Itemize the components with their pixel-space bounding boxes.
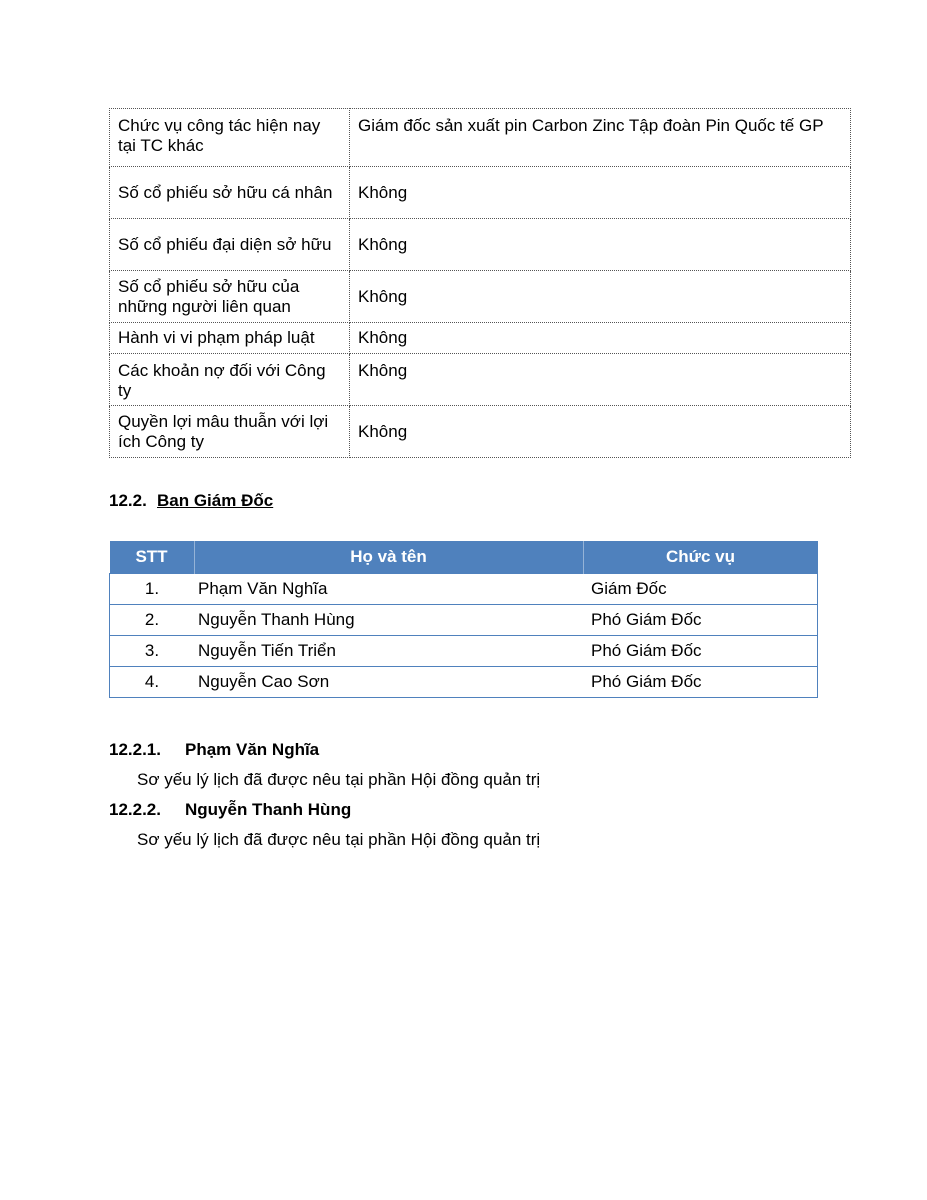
header-position: Chức vụ bbox=[583, 541, 818, 574]
info-row bbox=[110, 406, 851, 458]
row-stt: 2. bbox=[110, 605, 195, 636]
info-value: Không bbox=[350, 271, 851, 323]
info-row bbox=[110, 219, 851, 271]
table-row bbox=[110, 574, 818, 605]
info-row bbox=[110, 167, 851, 219]
info-value: Không bbox=[350, 354, 851, 406]
info-value: Không bbox=[350, 167, 851, 219]
directors-table-header bbox=[110, 541, 818, 574]
row-stt: 3. bbox=[110, 636, 195, 667]
row-position: Phó Giám Đốc bbox=[583, 605, 818, 636]
row-name: Nguyễn Tiến Triển bbox=[194, 636, 583, 667]
section-number: 12.2.1. bbox=[109, 740, 161, 759]
section-title: Ban Giám Đốc bbox=[157, 491, 274, 510]
row-name: Nguyễn Cao Sơn bbox=[194, 667, 583, 698]
row-position: Giám Đốc bbox=[583, 574, 818, 605]
info-label: Hành vi vi phạm pháp luật bbox=[110, 323, 350, 354]
info-label: Các khoản nợ đối với Công ty bbox=[110, 354, 350, 406]
info-row bbox=[110, 323, 851, 354]
section-heading-12-2-2 bbox=[109, 800, 351, 820]
section-number: 12.2. bbox=[109, 491, 147, 510]
row-name: Phạm Văn Nghĩa bbox=[194, 574, 583, 605]
table-row bbox=[110, 605, 818, 636]
info-label: Số cổ phiếu sở hữu của những người liên quan bbox=[110, 271, 350, 323]
table-row bbox=[110, 667, 818, 698]
info-label: Số cổ phiếu đại diện sở hữu bbox=[110, 219, 350, 271]
directors-table bbox=[109, 541, 818, 698]
header-name: Họ và tên bbox=[194, 541, 583, 574]
info-table bbox=[109, 108, 851, 458]
info-label: Số cổ phiếu sở hữu cá nhân bbox=[110, 167, 350, 219]
row-position: Phó Giám Đốc bbox=[583, 667, 818, 698]
info-row bbox=[110, 271, 851, 323]
section-text: Sơ yếu lý lịch đã được nêu tại phần Hội đồng quản trị bbox=[137, 830, 541, 849]
info-label: Chức vụ công tác hiện nay tại TC khác bbox=[110, 109, 350, 167]
info-value: Không bbox=[350, 323, 851, 354]
info-label: Quyền lợi mâu thuẫn với lợi ích Công ty bbox=[110, 406, 350, 458]
section-title: Phạm Văn Nghĩa bbox=[185, 740, 320, 759]
row-position: Phó Giám Đốc bbox=[583, 636, 818, 667]
row-stt: 4. bbox=[110, 667, 195, 698]
info-value: Giám đốc sản xuất pin Carbon Zinc Tập đoàn Pin Quốc tế GP bbox=[350, 109, 851, 167]
section-number: 12.2.2. bbox=[109, 800, 161, 819]
section-text: Sơ yếu lý lịch đã được nêu tại phần Hội đồng quản trị bbox=[137, 770, 541, 789]
info-value: Không bbox=[350, 406, 851, 458]
info-row bbox=[110, 109, 851, 167]
section-title: Nguyễn Thanh Hùng bbox=[185, 800, 352, 819]
info-value: Không bbox=[350, 219, 851, 271]
section-heading-12-2-1 bbox=[109, 740, 319, 760]
row-name: Nguyễn Thanh Hùng bbox=[194, 605, 583, 636]
section-heading-12-2 bbox=[109, 491, 273, 511]
header-stt: STT bbox=[110, 541, 195, 574]
table-row bbox=[110, 636, 818, 667]
info-row bbox=[110, 354, 851, 406]
row-stt: 1. bbox=[110, 574, 195, 605]
